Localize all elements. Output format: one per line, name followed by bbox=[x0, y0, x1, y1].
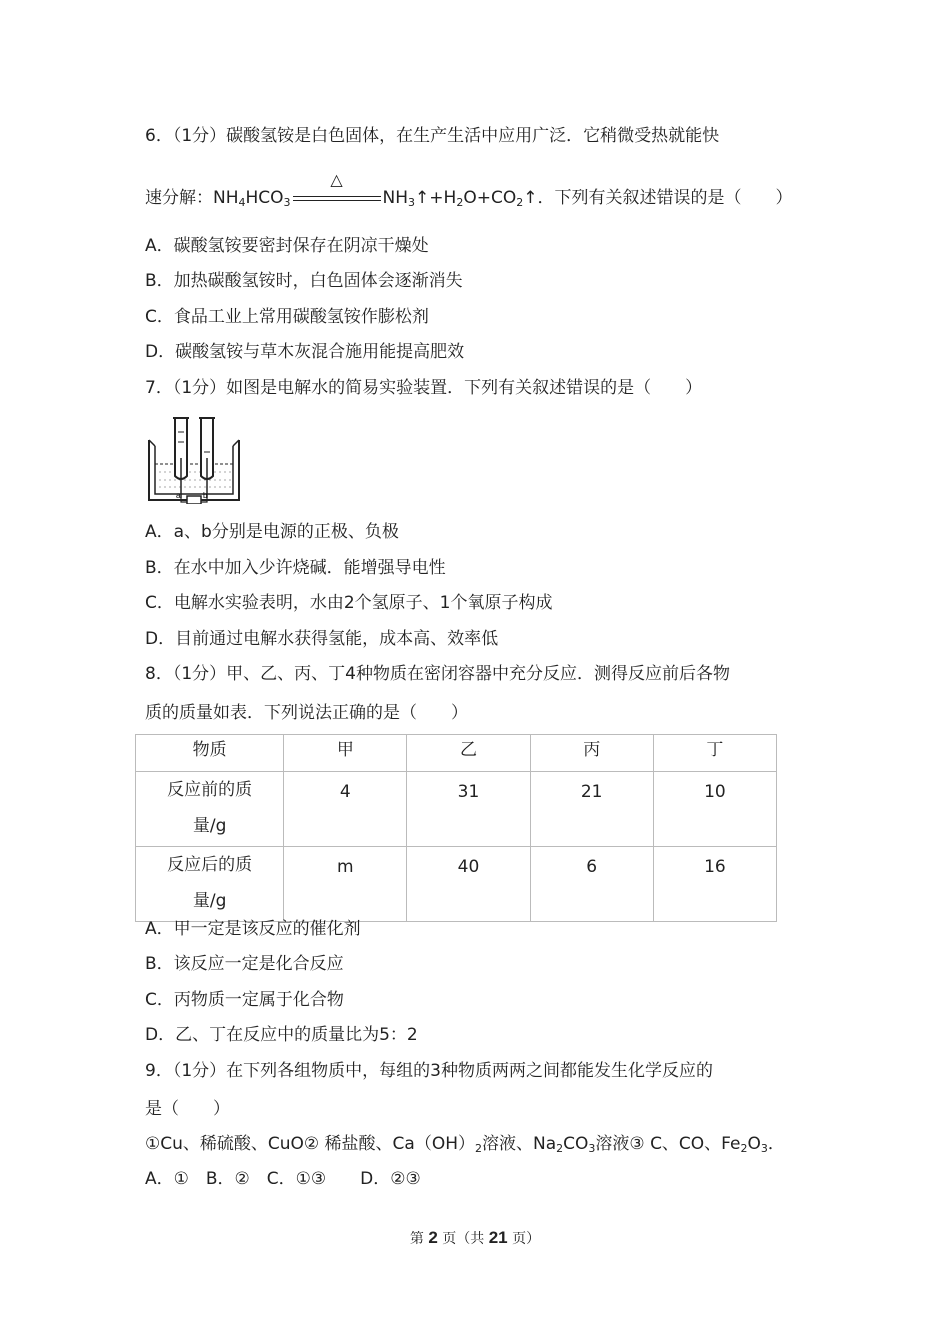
delta-symbol: △ bbox=[330, 170, 343, 189]
q8-stem-line2: 质的质量如表．下列说法正确的是（ ） bbox=[145, 703, 468, 723]
q9-stem-line1: 9．（1分）在下列各组物质中，每组的3种物质两两之间都能发生化学反应的 bbox=[145, 1061, 713, 1081]
table-cell: 40 bbox=[407, 847, 530, 922]
q8-stem-line1: 8．（1分）甲、乙、丙、丁4种物质在密闭容器中充分反应．测得反应前后各物 bbox=[145, 664, 730, 684]
page-number: 2 bbox=[428, 1228, 438, 1247]
table-row bbox=[136, 847, 777, 922]
q6-sub: 2 bbox=[456, 196, 464, 209]
q7-option-c: C．电解水实验表明，水由2个氢原子、1个氧原子构成 bbox=[145, 593, 553, 613]
table-row-label: 反应前的质 量/g bbox=[136, 772, 284, 847]
q7-option-a: A．a、b分别是电源的正极、负极 bbox=[145, 522, 399, 542]
q6-sub: 4 bbox=[238, 196, 246, 209]
table-header-row bbox=[136, 735, 777, 772]
table-cell: 21 bbox=[530, 772, 653, 847]
q8-option-c: C．丙物质一定属于化合物 bbox=[145, 990, 344, 1010]
q6-sub: 2 bbox=[516, 196, 524, 209]
table-cell: m bbox=[284, 847, 407, 922]
table-header-cell: 丁 bbox=[653, 735, 776, 772]
q6-hco: HCO bbox=[245, 188, 284, 208]
q6-sub: 3 bbox=[283, 196, 291, 209]
q6-option-a: A．碳酸氢铵要密封保存在阴凉干燥处 bbox=[145, 236, 429, 256]
heat-equals-sign bbox=[291, 170, 383, 210]
q6-option-d: D．碳酸氢铵与草木灰混合施用能提高肥效 bbox=[145, 342, 465, 362]
q8-option-d: D．乙、丁在反应中的质量比为5：2 bbox=[145, 1025, 418, 1045]
q8-option-b: B．该反应一定是化合反应 bbox=[145, 954, 344, 974]
table-header-cell: 丙 bbox=[530, 735, 653, 772]
q7-option-b: B．在水中加入少许烧碱．能增强导电性 bbox=[145, 558, 446, 578]
q6-co2: O+CO bbox=[463, 188, 517, 208]
q6-stem-line2 bbox=[145, 170, 793, 210]
q9-options: A．① B．② C．①③ D．②③ bbox=[145, 1169, 421, 1189]
table-header-cell: 甲 bbox=[284, 735, 407, 772]
page-total: 21 bbox=[488, 1228, 508, 1247]
q6-suffix: ↑．下列有关叙述错误的是（ ） bbox=[523, 188, 793, 208]
table-cell: 10 bbox=[653, 772, 776, 847]
q9-groups: ①Cu、稀硫酸、CuO② 稀盐酸、$Ca(OH)_2$溶液、$Na_2CO_3$溶液③ C、CO、$Fe_2O_3$． bbox=[145, 1134, 785, 1155]
q8-option-a: A．甲一定是该反应的催化剂 bbox=[145, 919, 361, 939]
table-row bbox=[136, 772, 777, 847]
table-cell: 6 bbox=[530, 847, 653, 922]
q6-sub: 3 bbox=[408, 196, 416, 209]
electrode-label-a: a bbox=[176, 491, 181, 500]
q6-stem-line1: 6．（1分）碳酸氢铵是白色固体，在生产生活中应用广泛．它稍微受热就能快 bbox=[145, 126, 720, 146]
table-cell: 16 bbox=[653, 847, 776, 922]
q6-nh3: NH bbox=[382, 188, 409, 208]
electrode-label-b: b bbox=[203, 491, 208, 500]
table-cell: 31 bbox=[407, 772, 530, 847]
q6-option-b: B．加热碳酸氢铵时，白色固体会逐渐消失 bbox=[145, 271, 463, 291]
q9-stem-line2: 是（ ） bbox=[145, 1099, 230, 1119]
q7-stem: 7．（1分）如图是电解水的简易实验装置．下列有关叙述错误的是（ ） bbox=[145, 378, 703, 398]
q6-h2o: ↑+H bbox=[415, 188, 457, 208]
q6-option-c: C．食品工业上常用碳酸氢铵作膨松剂 bbox=[145, 307, 429, 327]
table-header-cell: 物质 bbox=[136, 735, 284, 772]
electrolysis-apparatus-figure bbox=[145, 412, 245, 504]
page-footer: 第 2 页（共 21 页） bbox=[409, 1228, 541, 1247]
q6-prefix: 速分解：NH bbox=[145, 188, 239, 208]
table-header-cell: 乙 bbox=[407, 735, 530, 772]
mass-table bbox=[135, 734, 777, 922]
table-cell: 4 bbox=[284, 772, 407, 847]
table-row-label: 反应后的质 量/g bbox=[136, 847, 284, 922]
q7-option-d: D．目前通过电解水获得氢能，成本高、效率低 bbox=[145, 629, 499, 649]
